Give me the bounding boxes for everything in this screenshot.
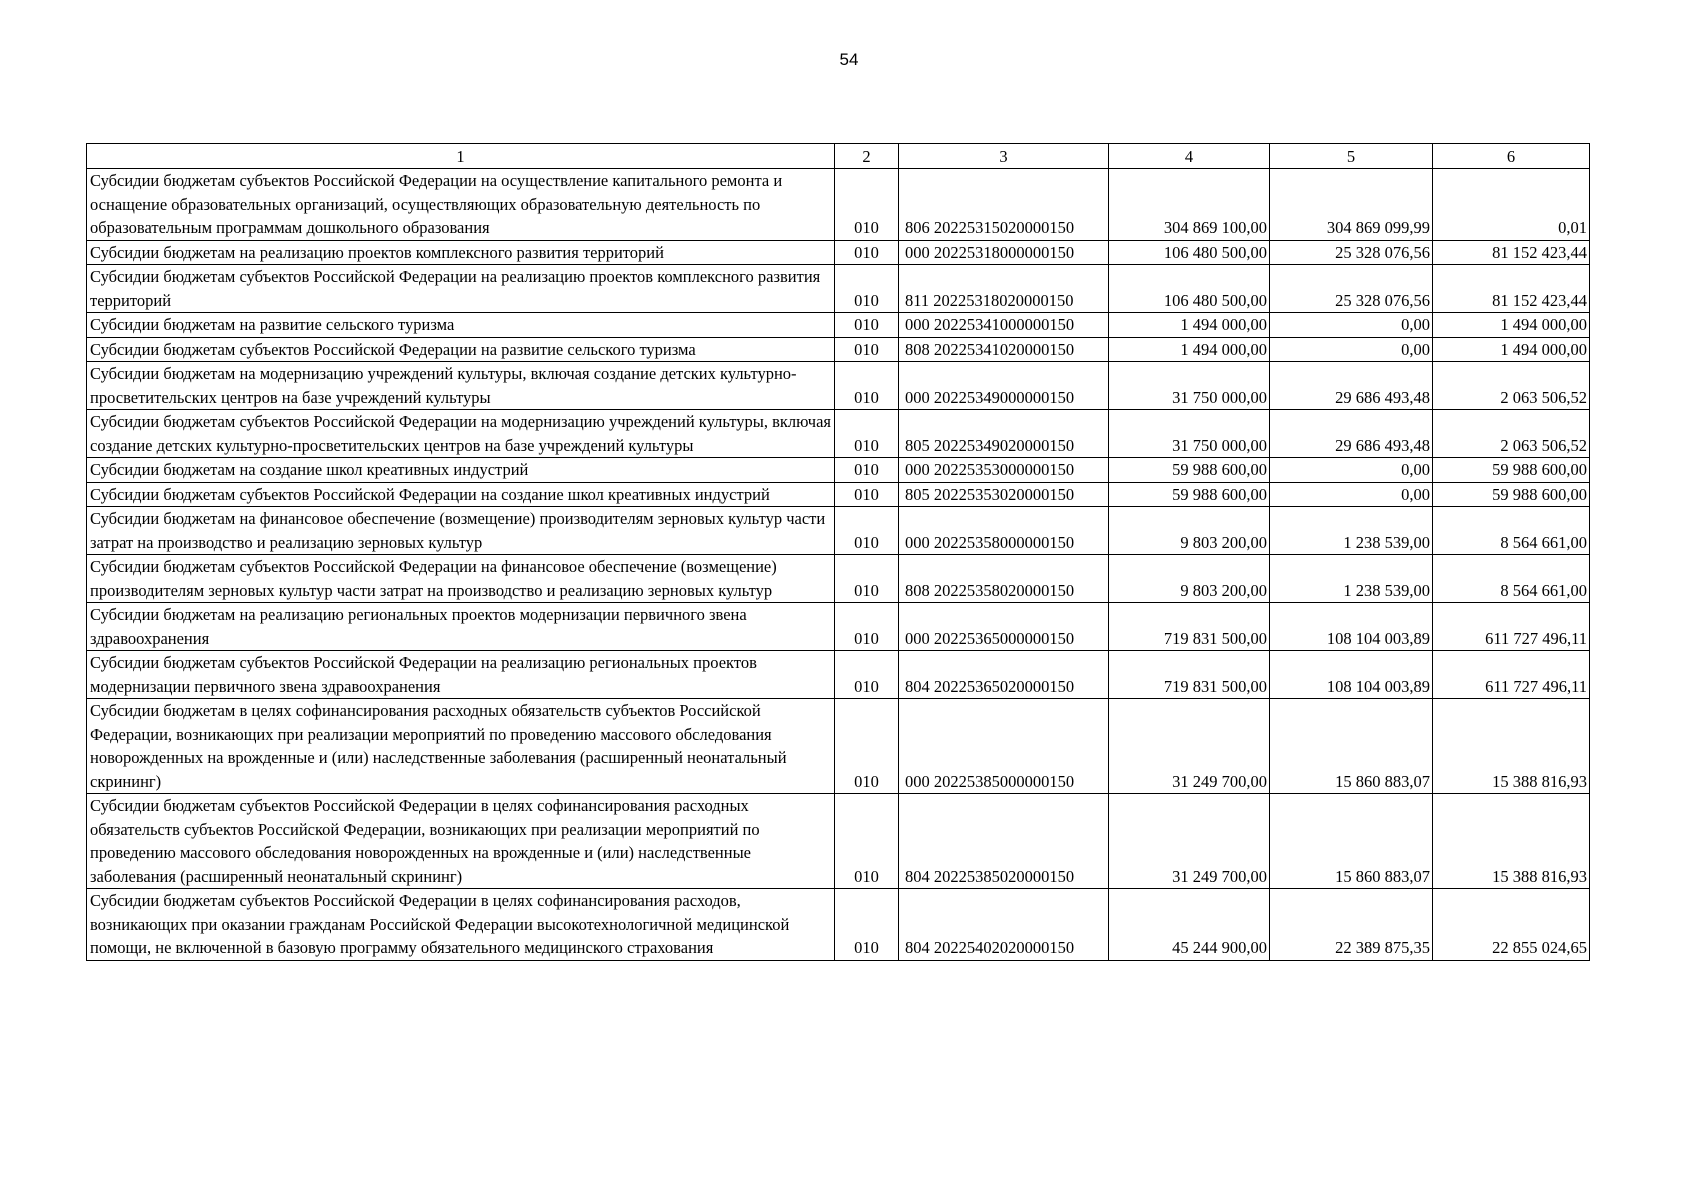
row-budget-code: 811 20225318020000150 [899,265,1109,313]
row-budget-code: 805 20225349020000150 [899,410,1109,458]
row-executed: 1 238 539,00 [1270,555,1433,603]
row-budget-code: 000 20225385000000150 [899,699,1109,794]
table-row [87,265,1590,313]
row-remaining: 81 152 423,44 [1433,240,1590,265]
row-line-code: 010 [835,507,899,555]
row-approved: 719 831 500,00 [1109,651,1270,699]
row-remaining: 59 988 600,00 [1433,482,1590,507]
row-budget-code: 805 20225353020000150 [899,482,1109,507]
table-row [87,603,1590,651]
row-executed: 22 389 875,35 [1270,889,1433,961]
row-name: Субсидии бюджетам субъектов Российской Федерации в целях софинансирования расходов, возникающих при оказании гражданам Российской Федерации высокотехнологичной медицинской помощи, не включенной в базовую программу обязательного медицинского страхования [87,889,835,961]
header-col-5: 5 [1270,144,1433,169]
table-body [87,169,1590,961]
table-row [87,169,1590,241]
row-line-code: 010 [835,555,899,603]
row-name: Субсидии бюджетам на реализацию региональных проектов модернизации первичного звена здравоохранения [87,603,835,651]
table-row [87,699,1590,794]
row-name: Субсидии бюджетам субъектов Российской Федерации на модернизацию учреждений культуры, включая создание детских культурно-просветительских центров на базе учреждений культуры [87,410,835,458]
row-remaining: 8 564 661,00 [1433,555,1590,603]
row-line-code: 010 [835,169,899,241]
row-budget-code: 000 20225349000000150 [899,362,1109,410]
row-line-code: 010 [835,482,899,507]
row-remaining: 22 855 024,65 [1433,889,1590,961]
row-line-code: 010 [835,889,899,961]
budget-table [86,143,1590,961]
row-budget-code: 808 20225358020000150 [899,555,1109,603]
row-executed: 0,00 [1270,482,1433,507]
table-row [87,337,1590,362]
row-line-code: 010 [835,794,899,889]
row-budget-code: 808 20225341020000150 [899,337,1109,362]
row-name: Субсидии бюджетам субъектов Российской Федерации на реализацию проектов комплексного развития территорий [87,265,835,313]
row-budget-code: 000 20225318000000150 [899,240,1109,265]
header-row [87,144,1590,169]
page-number: 54 [839,50,859,69]
row-executed: 1 238 539,00 [1270,507,1433,555]
row-name: Субсидии бюджетам на развитие сельского туризма [87,313,835,338]
table-row [87,555,1590,603]
table-row [87,651,1590,699]
row-line-code: 010 [835,265,899,313]
row-budget-code: 000 20225358000000150 [899,507,1109,555]
row-approved: 59 988 600,00 [1109,458,1270,483]
row-budget-code: 804 20225385020000150 [899,794,1109,889]
row-line-code: 010 [835,362,899,410]
header-col-3: 3 [899,144,1109,169]
row-budget-code: 000 20225365000000150 [899,603,1109,651]
header-col-4: 4 [1109,144,1270,169]
row-approved: 9 803 200,00 [1109,555,1270,603]
row-line-code: 010 [835,458,899,483]
row-approved: 106 480 500,00 [1109,265,1270,313]
row-budget-code: 000 20225341000000150 [899,313,1109,338]
row-executed: 29 686 493,48 [1270,410,1433,458]
table-row [87,362,1590,410]
row-line-code: 010 [835,603,899,651]
row-name: Субсидии бюджетам субъектов Российской Федерации на финансовое обеспечение (возмещение) производителям зерновых культур части затрат на производство и реализацию зерновых культур [87,555,835,603]
row-line-code: 010 [835,651,899,699]
row-remaining: 611 727 496,11 [1433,603,1590,651]
row-name: Субсидии бюджетам на финансовое обеспечение (возмещение) производителям зерновых культур части затрат на производство и реализацию зерновых культур [87,507,835,555]
row-budget-code: 804 20225365020000150 [899,651,1109,699]
row-remaining: 15 388 816,93 [1433,699,1590,794]
row-remaining: 0,01 [1433,169,1590,241]
row-executed: 29 686 493,48 [1270,362,1433,410]
row-approved: 106 480 500,00 [1109,240,1270,265]
row-executed: 108 104 003,89 [1270,603,1433,651]
row-approved: 304 869 100,00 [1109,169,1270,241]
row-line-code: 010 [835,699,899,794]
row-remaining: 2 063 506,52 [1433,362,1590,410]
row-remaining: 8 564 661,00 [1433,507,1590,555]
row-budget-code: 806 20225315020000150 [899,169,1109,241]
row-name: Субсидии бюджетам субъектов Российской Федерации на осуществление капитального ремонта и оснащение образовательных организаций, осуществляющих образовательную деятельность по образовательным программам дошкольного образования [87,169,835,241]
row-approved: 31 750 000,00 [1109,410,1270,458]
header-col-2: 2 [835,144,899,169]
row-remaining: 1 494 000,00 [1433,313,1590,338]
row-remaining: 81 152 423,44 [1433,265,1590,313]
header-col-6: 6 [1433,144,1590,169]
row-executed: 15 860 883,07 [1270,794,1433,889]
row-executed: 0,00 [1270,337,1433,362]
row-name: Субсидии бюджетам на модернизацию учреждений культуры, включая создание детских культурно-просветительских центров на базе учреждений культуры [87,362,835,410]
row-line-code: 010 [835,337,899,362]
row-executed: 25 328 076,56 [1270,265,1433,313]
table-row [87,794,1590,889]
row-executed: 108 104 003,89 [1270,651,1433,699]
row-remaining: 611 727 496,11 [1433,651,1590,699]
table-row [87,889,1590,961]
row-remaining: 59 988 600,00 [1433,458,1590,483]
row-approved: 9 803 200,00 [1109,507,1270,555]
row-budget-code: 804 20225402020000150 [899,889,1109,961]
row-executed: 25 328 076,56 [1270,240,1433,265]
row-approved: 1 494 000,00 [1109,313,1270,338]
header-col-1: 1 [87,144,835,169]
row-remaining: 1 494 000,00 [1433,337,1590,362]
table-row [87,482,1590,507]
row-executed: 15 860 883,07 [1270,699,1433,794]
row-line-code: 010 [835,410,899,458]
row-name: Субсидии бюджетам субъектов Российской Федерации на реализацию региональных проектов модернизации первичного звена здравоохранения [87,651,835,699]
row-name: Субсидии бюджетам в целях софинансирования расходных обязательств субъектов Российской Федерации, возникающих при реализации мероприятий по проведению массового обследования новорожденных на врожденные и (или) наследственные заболевания (расширенный неонатальный скрининг) [87,699,835,794]
row-executed: 0,00 [1270,313,1433,338]
row-budget-code: 000 20225353000000150 [899,458,1109,483]
row-executed: 304 869 099,99 [1270,169,1433,241]
row-name: Субсидии бюджетам на реализацию проектов комплексного развития территорий [87,240,835,265]
row-approved: 719 831 500,00 [1109,603,1270,651]
row-name: Субсидии бюджетам субъектов Российской Федерации на создание школ креативных индустрий [87,482,835,507]
row-name: Субсидии бюджетам субъектов Российской Федерации на развитие сельского туризма [87,337,835,362]
row-name: Субсидии бюджетам на создание школ креативных индустрий [87,458,835,483]
table-row [87,507,1590,555]
row-name: Субсидии бюджетам субъектов Российской Федерации в целях софинансирования расходных обязательств субъектов Российской Федерации, возникающих при реализации мероприятий по проведению массового обследования новорожденных на врожденные и (или) наследственные заболевания (расширенный неонатальный скрининг) [87,794,835,889]
row-executed: 0,00 [1270,458,1433,483]
table-row [87,313,1590,338]
row-approved: 31 249 700,00 [1109,699,1270,794]
row-approved: 45 244 900,00 [1109,889,1270,961]
row-approved: 31 249 700,00 [1109,794,1270,889]
row-approved: 59 988 600,00 [1109,482,1270,507]
row-line-code: 010 [835,240,899,265]
table-row [87,410,1590,458]
table-row [87,240,1590,265]
table-row [87,458,1590,483]
row-remaining: 15 388 816,93 [1433,794,1590,889]
row-line-code: 010 [835,313,899,338]
row-remaining: 2 063 506,52 [1433,410,1590,458]
row-approved: 31 750 000,00 [1109,362,1270,410]
row-approved: 1 494 000,00 [1109,337,1270,362]
